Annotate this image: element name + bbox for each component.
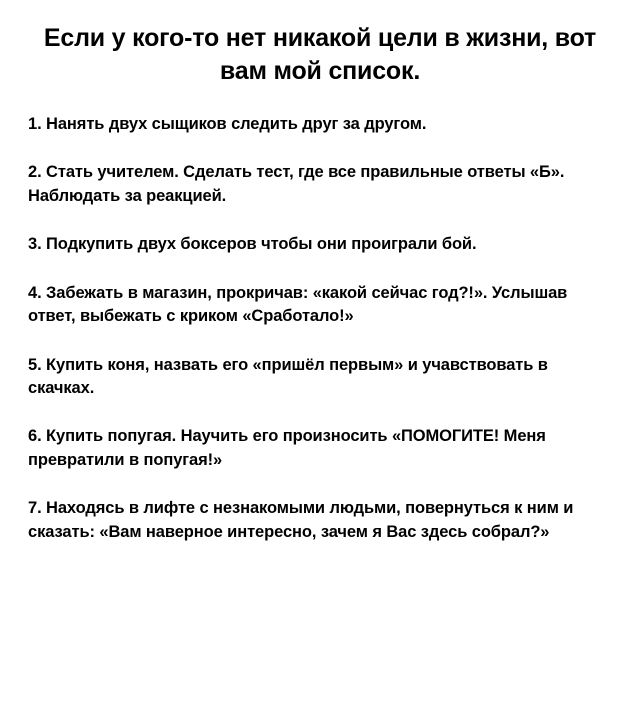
list-item: 2. Стать учителем. Сделать тест, где все правильные ответы «Б». Наблюдать за реакцией.: [28, 163, 565, 205]
list-item: 7. Находясь в лифте с незнакомыми людьми, повернуться к ним и сказать: «Вам наверное интересно, зачем я Вас здесь собрал?»: [28, 499, 574, 541]
page-title: Если у кого-то нет никакой цели в жизни, вот вам мой список.: [43, 24, 597, 85]
list-item: 1. Нанять двух сыщиков следить друг за другом.: [28, 115, 427, 133]
list-item: 6. Купить попугая. Научить его произносить «ПОМОГИТЕ! Меня превратили в попугая!»: [28, 427, 546, 469]
list-item: 3. Подкупить двух боксеров чтобы они проиграли бой.: [28, 235, 477, 254]
list-item: 4. Забежать в магазин, прокричав: «какой сейчас год?!». Услышав ответ, выбежать с криком «Сработало!»: [28, 283, 568, 326]
list-item: 5. Купить коня, назвать его «пришёл первым» и учавствовать в скачках.: [28, 355, 548, 397]
joke-list: [28, 113, 612, 544]
